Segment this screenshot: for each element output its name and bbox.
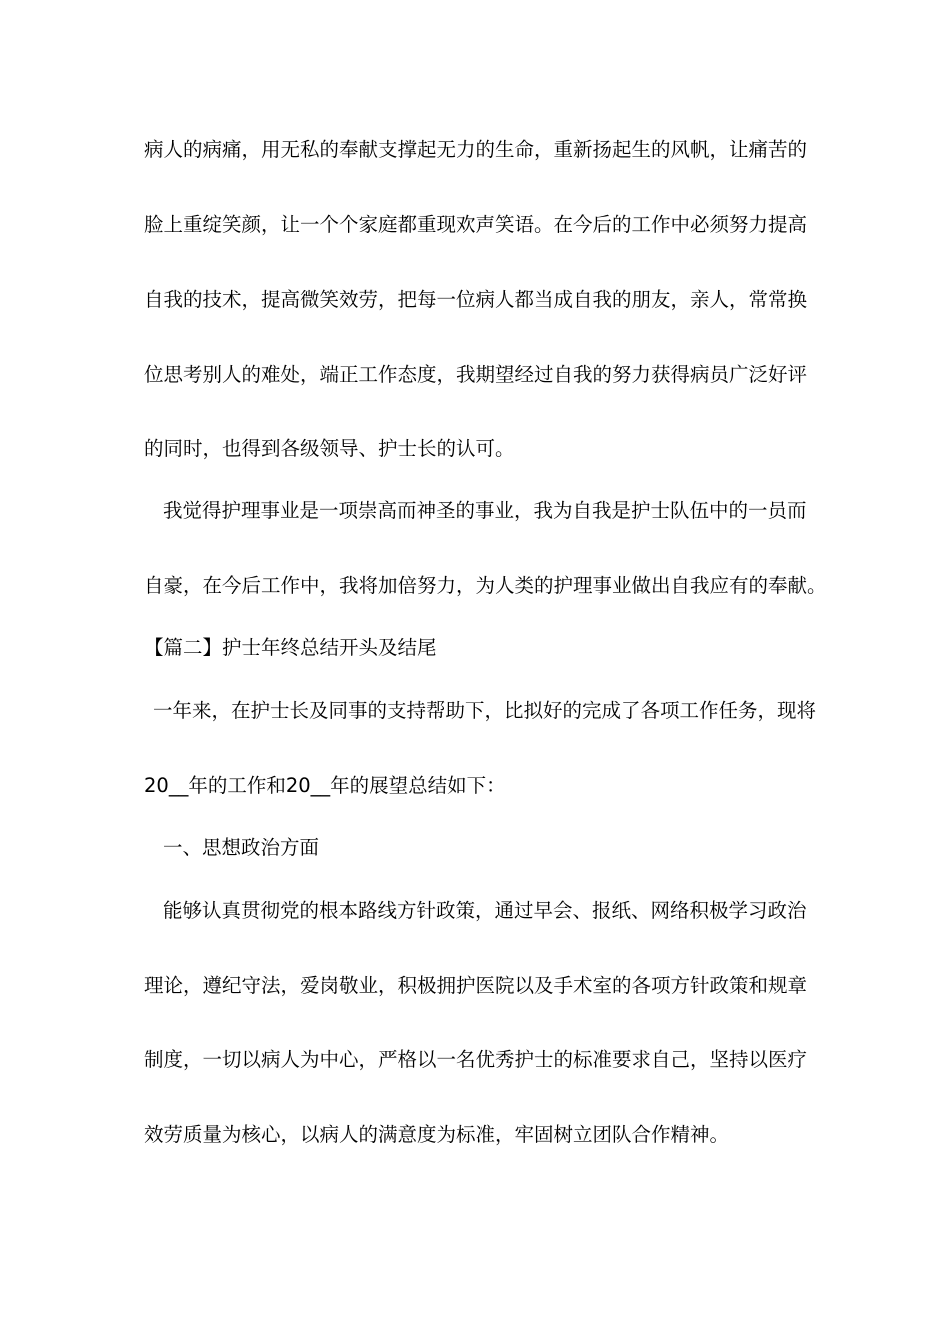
paragraph-line: 自我的技术，提高微笑效劳，把每一位病人都当成自我的朋友，亲人，常常换 — [144, 288, 808, 311]
paragraph-line: 能够认真贯彻党的根本路线方针政策，通过早会、报纸、网络积极学习政治 — [163, 899, 807, 922]
paragraph-line: 病人的病痛，用无私的奉献支撑起无力的生命，重新扬起生的风帆，让痛苦的 — [144, 138, 808, 161]
paragraph-line: 自豪，在今后工作中，我将加倍努力，为人类的护理事业做出自我应有的奉献。 — [144, 574, 827, 597]
paragraph-line: 理论，遵纪守法，爱岗敬业，积极拥护医院以及手术室的各项方针政策和规章 — [144, 974, 808, 997]
paragraph-line: 20__年的工作和20__年的展望总结如下： — [144, 774, 506, 797]
paragraph-line: 的同时，也得到各级领导、护士长的认可。 — [144, 437, 515, 460]
subsection-heading: 一、思想政治方面 — [163, 836, 320, 859]
section-heading: 【篇二】护士年终总结开头及结尾 — [144, 636, 437, 659]
paragraph-line: 一年来，在护士长及同事的支持帮助下，比拟好的完成了各项工作任务，现将 — [153, 699, 817, 722]
paragraph-line: 效劳质量为核心，以病人的满意度为标准，牢固树立团队合作精神。 — [144, 1123, 730, 1146]
paragraph-line: 脸上重绽笑颜，让一个个家庭都重现欢声笑语。在今后的工作中必须努力提高 — [144, 213, 808, 236]
paragraph-line: 我觉得护理事业是一项崇高而神圣的事业，我为自我是护士队伍中的一员而 — [163, 499, 807, 522]
paragraph-line: 位思考别人的难处，端正工作态度，我期望经过自我的努力获得病员广泛好评 — [144, 363, 808, 386]
paragraph-line: 制度，一切以病人为中心，严格以一名优秀护士的标准要求自己，坚持以医疗 — [144, 1048, 808, 1071]
